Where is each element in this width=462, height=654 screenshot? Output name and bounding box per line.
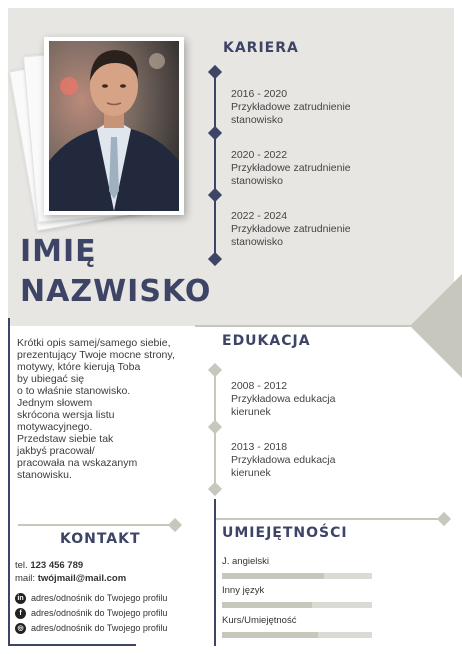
skill-label: Inny język [222, 585, 265, 596]
career-position-detail: stanowisko [231, 236, 283, 248]
about-line: jakbyś pracował/ [17, 445, 95, 457]
skills-divider [216, 518, 442, 520]
bottom-border-line [8, 644, 136, 646]
career-position-detail: stanowisko [231, 175, 283, 187]
about-line: motywy, które kierują Toba [17, 361, 141, 373]
career-position: Przykładowe zatrudnienie [231, 162, 351, 174]
career-position: Przykładowe zatrudnienie [231, 101, 351, 113]
profile-photo [49, 41, 179, 211]
contact-divider-marker [168, 518, 182, 532]
career-years: 2022 - 2024 [231, 210, 288, 222]
education-entry [231, 380, 335, 419]
mail-address[interactable]: twójmail@mail.com [37, 573, 127, 584]
skill-bar-fill [222, 632, 318, 638]
about-line: Przedstaw siebie tak [17, 433, 114, 445]
education-timeline-marker [208, 420, 222, 434]
education-timeline-marker [208, 363, 222, 377]
contact-divider [18, 524, 174, 526]
career-years: 2016 - 2020 [231, 88, 288, 100]
career-title: KARIERA [223, 40, 299, 56]
skill-bar-fill [222, 573, 324, 579]
career-entry [231, 149, 351, 188]
phone-number[interactable]: 123 456 789 [30, 560, 84, 571]
facebook-link[interactable]: adres/odnośnik do Twojego profilu [31, 608, 168, 618]
skill-bar-fill [222, 602, 312, 608]
about-text [17, 337, 197, 481]
instagram-link[interactable]: adres/odnośnik do Twojego profilu [31, 623, 168, 633]
skill-bar [222, 573, 372, 579]
about-line: prezentujący Twoje mocne strony, [17, 349, 175, 361]
education-field: kierunek [231, 467, 271, 479]
skill-bar [222, 632, 372, 638]
education-divider [195, 325, 415, 327]
education-years: 2013 - 2018 [231, 441, 288, 453]
skill-bar [222, 602, 372, 608]
career-position-detail: stanowisko [231, 114, 283, 126]
linkedin-icon: in [15, 593, 26, 604]
education-years: 2008 - 2012 [231, 380, 288, 392]
career-timeline-line [214, 72, 216, 260]
about-line: stanowisku. [17, 469, 72, 481]
phone-label: tel. [15, 560, 28, 571]
left-border-line [8, 318, 10, 646]
career-years: 2020 - 2022 [231, 149, 288, 161]
skills-border-line [214, 499, 216, 646]
instagram-icon: ◎ [15, 623, 26, 634]
about-line: Krótki opis samej/samego siebie, [17, 337, 171, 349]
skill-label: Kurs/Umiejętność [222, 615, 297, 626]
corner-triangle-decoration [410, 274, 462, 378]
education-school: Przykładowa edukacja [231, 454, 336, 466]
career-entry [231, 210, 351, 249]
about-line: Jednym słowem [17, 397, 93, 409]
about-line: pracowała na wskazanym [17, 457, 138, 469]
about-line: skrócona wersja listu [17, 409, 115, 421]
career-position: Przykładowe zatrudnienie [231, 223, 351, 235]
education-entry [231, 441, 335, 480]
last-name: NAZWISKO [20, 274, 212, 309]
contact-title: KONTAKT [60, 531, 141, 547]
education-school: Przykładowa edukacja [231, 393, 336, 405]
mail-label: mail: [15, 573, 36, 584]
about-line: motywacyjnego. [17, 421, 93, 433]
career-entry [231, 88, 351, 127]
first-name: IMIĘ [20, 234, 97, 269]
education-field: kierunek [231, 406, 271, 418]
education-timeline-marker [208, 482, 222, 496]
about-line: o to właśnie stanowisko. [17, 385, 131, 397]
skills-divider-marker [437, 512, 451, 526]
skills-title: UMIEJĘTNOŚCI [222, 525, 348, 541]
education-title: EDUKACJA [222, 333, 311, 349]
mail-row [15, 573, 126, 584]
about-line: by ubiegać się [17, 373, 85, 385]
facebook-icon: f [15, 608, 26, 619]
phone-row [15, 560, 83, 571]
linkedin-link[interactable]: adres/odnośnik do Twojego profilu [31, 593, 168, 603]
skill-label: J. angielski [222, 556, 269, 567]
